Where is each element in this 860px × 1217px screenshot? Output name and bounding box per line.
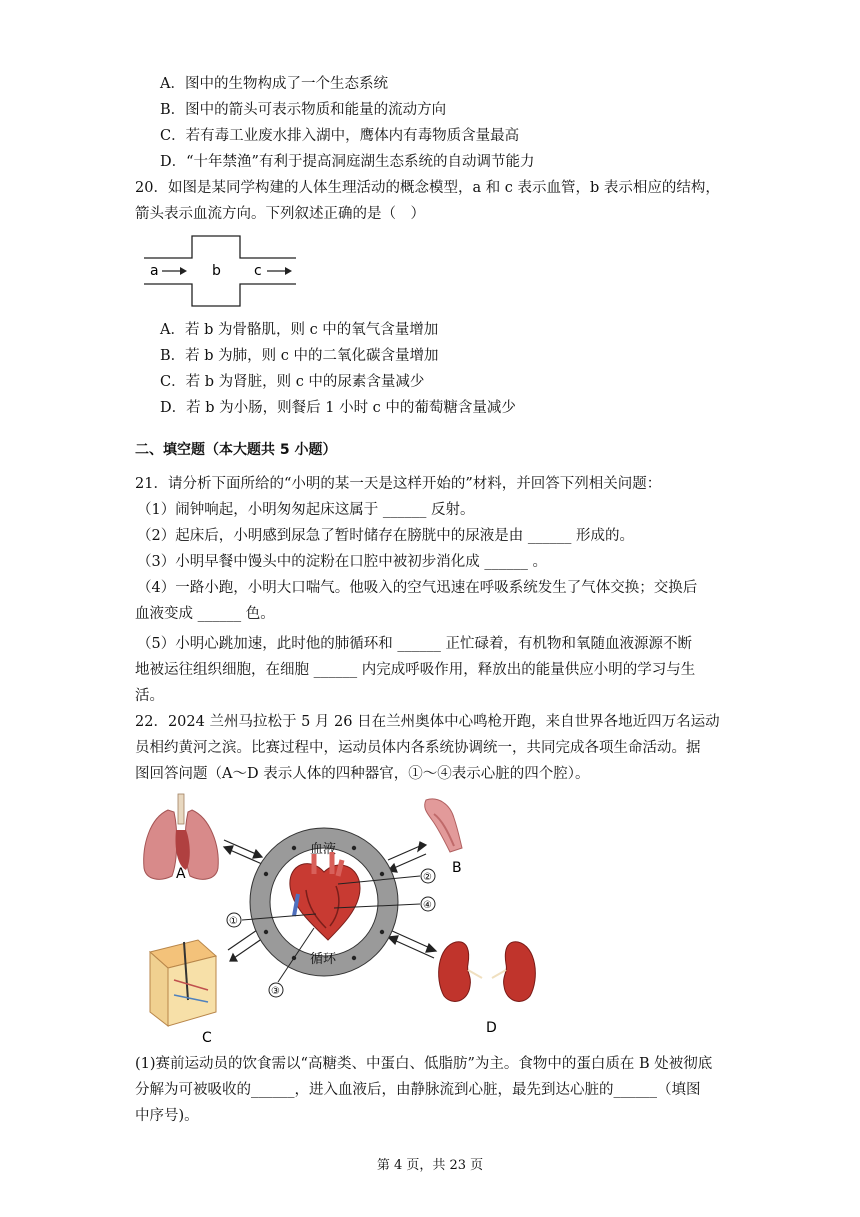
q21-part5-line1: （5）小明心跳加速，此时他的肺循环和 ______ 正忙碌着，有机物和氧随血液源源不断 [137,636,692,652]
q21-part3: （3）小明早餐中馒头中的淀粉在口腔中被初步消化成 ______ 。 [137,554,547,570]
q20-option-d: D．若 b 为小肠，则餐后 1 小时 c 中的葡萄糖含量减少 [160,400,516,416]
q21-intro: 21．请分析下面所给的“小明的某一天是这样开始的”材料，并回答下列相关问题： [135,476,662,492]
q19-option-a: A．图中的生物构成了一个生态系统 [160,76,388,92]
q20-option-b: B．若 b 为肺，则 c 中的二氧化碳含量增加 [160,348,439,364]
q19-option-d: D．“十年禁渔”有利于提高洞庭湖生态系统的自动调节能力 [160,154,535,170]
organ-label-c: C [202,1030,212,1046]
q19-option-b: B．图中的箭头可表示物质和能量的流动方向 [160,102,447,118]
diagram-label-c: c [254,263,262,279]
q20-option-a: A．若 b 为骨骼肌，则 c 中的氧气含量增加 [160,322,439,338]
kidneys-organ [439,942,536,1002]
q22-part1-line2: 分解为可被吸收的______，进入血液后，由静脉流到心脏，最先到达心脏的______（填图 [135,1082,701,1098]
skin-organ [150,940,216,1026]
ring-label-bottom: 循环 [310,952,337,967]
organ-label-b: B [452,860,462,876]
q21-part5-line2: 地被运往组织细胞，在细胞 ______ 内完成呼吸作用，释放出的能量供应小明的学习与生 [135,662,696,678]
chamber-label-2: ② [423,872,432,883]
organ-label-d: D [486,1020,497,1036]
q22-part1-line3: 中序号)。 [135,1108,199,1124]
q22-part1-line1: (1)赛前运动员的饮食需以“高糖类、中蛋白、低脂肪”为主。食物中的蛋白质在 B 处被彻底 [135,1056,713,1072]
q22-stem-line2: 员相约黄河之滨。比赛过程中，运动员体内各系统协调统一，共同完成各项生命活动。据 [135,740,701,756]
q20-stem-line2: 箭头表示血流方向。下列叙述正确的是（ ） [135,206,425,222]
q20-stem-line1: 20．如图是某同学构建的人体生理活动的概念模型，a 和 c 表示血管，b 表示相应的结构， [135,180,720,196]
q22-stem-line3: 图回答问题（A～D 表示人体的四种器官，①～④表示心脏的四个腔）。 [135,766,590,782]
q21-part4-line1: （4）一路小跑，小明大口喘气。他吸入的空气迅速在呼吸系统发生了气体交换；交换后 [137,580,698,596]
q21-part4-line2: 血液变成 ______ 色。 [135,606,275,622]
q21-part5-line3: 活。 [135,688,164,704]
diagram-label-b: b [212,263,221,279]
ring-label-top: 血液 [310,842,337,857]
chamber-label-4: ④ [423,900,432,911]
q22-stem-line1: 22．2024 兰州马拉松于 5 月 26 日在兰州奥体中心鸣枪开跑，来自世界各地近四万名运动 [135,714,720,730]
q22-circulation-figure [138,790,558,1050]
q20-option-c: C．若 b 为肾脏，则 c 中的尿素含量减少 [160,374,425,390]
section-heading-fill-in: 二、填空题（本大题共 5 小题） [135,442,337,458]
q20-concept-diagram [140,232,302,310]
diagram-label-a: a [150,263,159,279]
q21-part1: （1）闹钟响起，小明匆匆起床这属于 ______ 反射。 [137,502,475,518]
organ-label-a: A [176,866,186,882]
page-footer: 第 4 页，共 23 页 [376,1158,484,1173]
q19-option-c: C．若有毒工业废水排入湖中，鹰体内有毒物质含量最高 [160,128,520,144]
intestine-organ [425,799,462,852]
chamber-label-1: ① [229,916,238,927]
chamber-label-3: ③ [271,986,280,997]
q21-part2: （2）起床后，小明感到尿急了暂时储存在膀胱中的尿液是由 ______ 形成的。 [137,528,634,544]
